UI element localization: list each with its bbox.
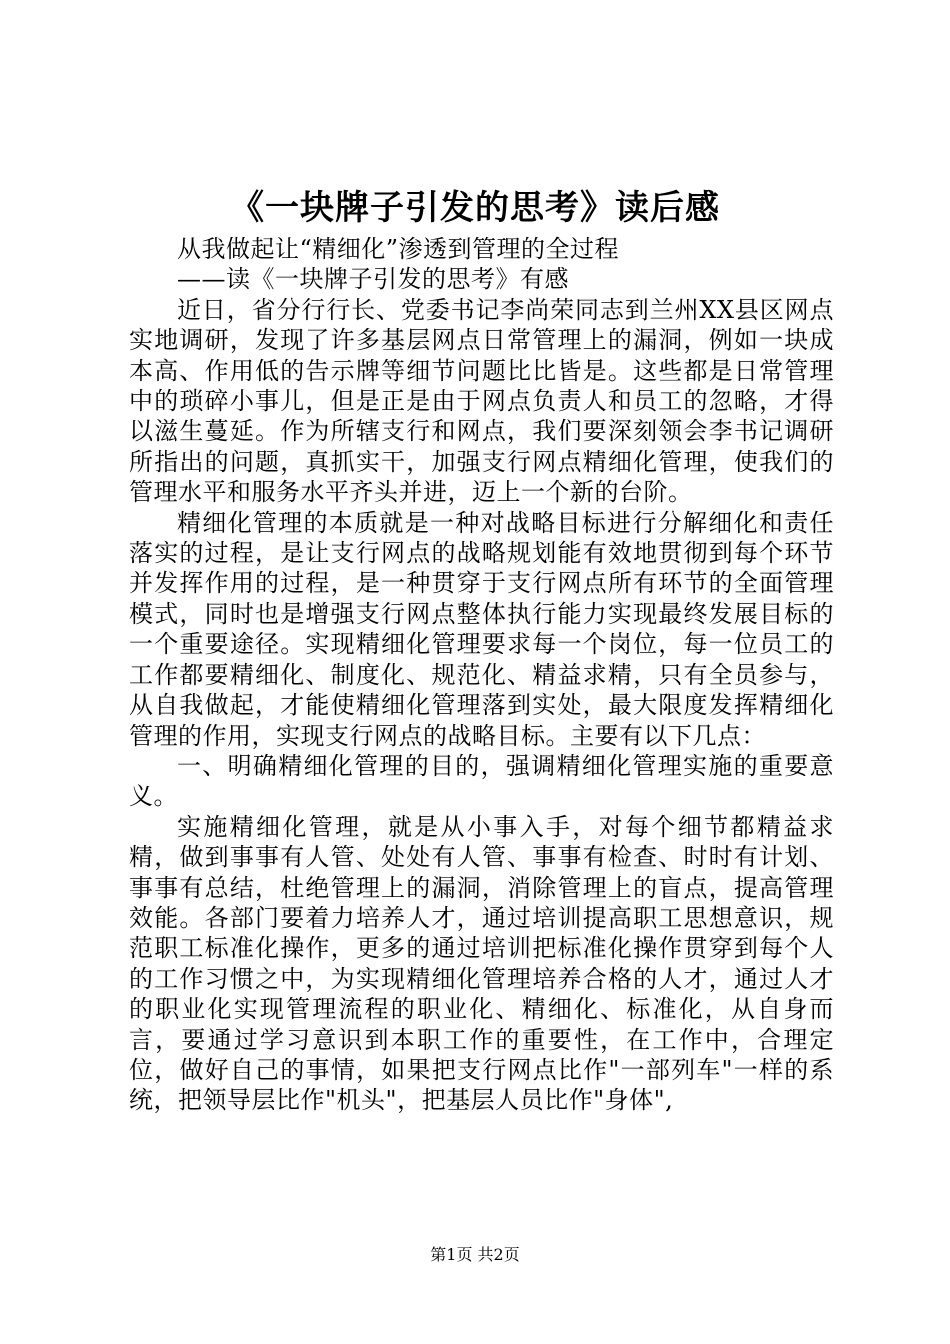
section-heading: 一、明确精细化管理的目的，强调精细化管理实施的重要意义。 (129, 751, 834, 811)
paragraph: 近日，省分行行长、党委书记李尚荣同志到兰州XX县区网点实地调研，发现了许多基层网点日常管理上的漏洞，例如一块成本高、作用低的告示牌等细节问题比比皆是。这些都是日常管理中的琐碎小事儿，但是正是由于网点负责人和员工的忽略，才得以滋生蔓延。作为所辖支行和网点，我们要深刻领会李书记调研所指出的问题，真抓实干，加强支行网点精细化管理，使我们的管理水平和服务水平齐头并进，迈上一个新的台阶。 (129, 295, 834, 507)
paragraph: 实施精细化管理，就是从小事入手，对每个细节都精益求精，做到事事有人管、处处有人管、事事有检查、时时有计划、事事有总结，杜绝管理上的漏洞，消除管理上的盲点，提高管理效能。各部门要着力培养人才，通过培训提高职工思想意识，规范职工标准化操作，更多的通过培训把标准化操作贯穿到每个人的工作习惯之中，为实现精细化管理培养合格的人才，通过人才的职业化实现管理流程的职业化、精细化、标准化，从自身而言，要通过学习意识到本职工作的重要性，在工作中，合理定位，做好自己的事情，如果把支行网点比作"一部列车"一样的系统，把领导层比作"机头"，把基层人员比作"身体", (129, 812, 834, 1115)
document-title: 《一块牌子引发的思考》读后感 (230, 188, 720, 228)
subtitle-line-2: ——读《一块牌子引发的思考》有感 (177, 265, 569, 294)
paragraph: 精细化管理的本质就是一种对战略目标进行分解细化和责任落实的过程，是让支行网点的战略规划能有效地贯彻到每个环节并发挥作用的过程，是一种贯穿于支行网点所有环节的全面管理模式，同时也是增强支行网点整体执行能力实现最终发展目标的一个重要途径。实现精细化管理要求每一个岗位，每一位员工的工作都要精细化、制度化、规范化、精益求精，只有全员参与，从自我做起，才能使精细化管理落到实处，最大限度发挥精细化管理的作用，实现支行网点的战略目标。主要有以下几点： (129, 508, 834, 750)
document-body (129, 234, 834, 1116)
subtitle-line: 从我做起让“精细化”渗透到管理的全过程 (177, 235, 620, 263)
page-footer: 第1页 共2页 (430, 1245, 520, 1264)
